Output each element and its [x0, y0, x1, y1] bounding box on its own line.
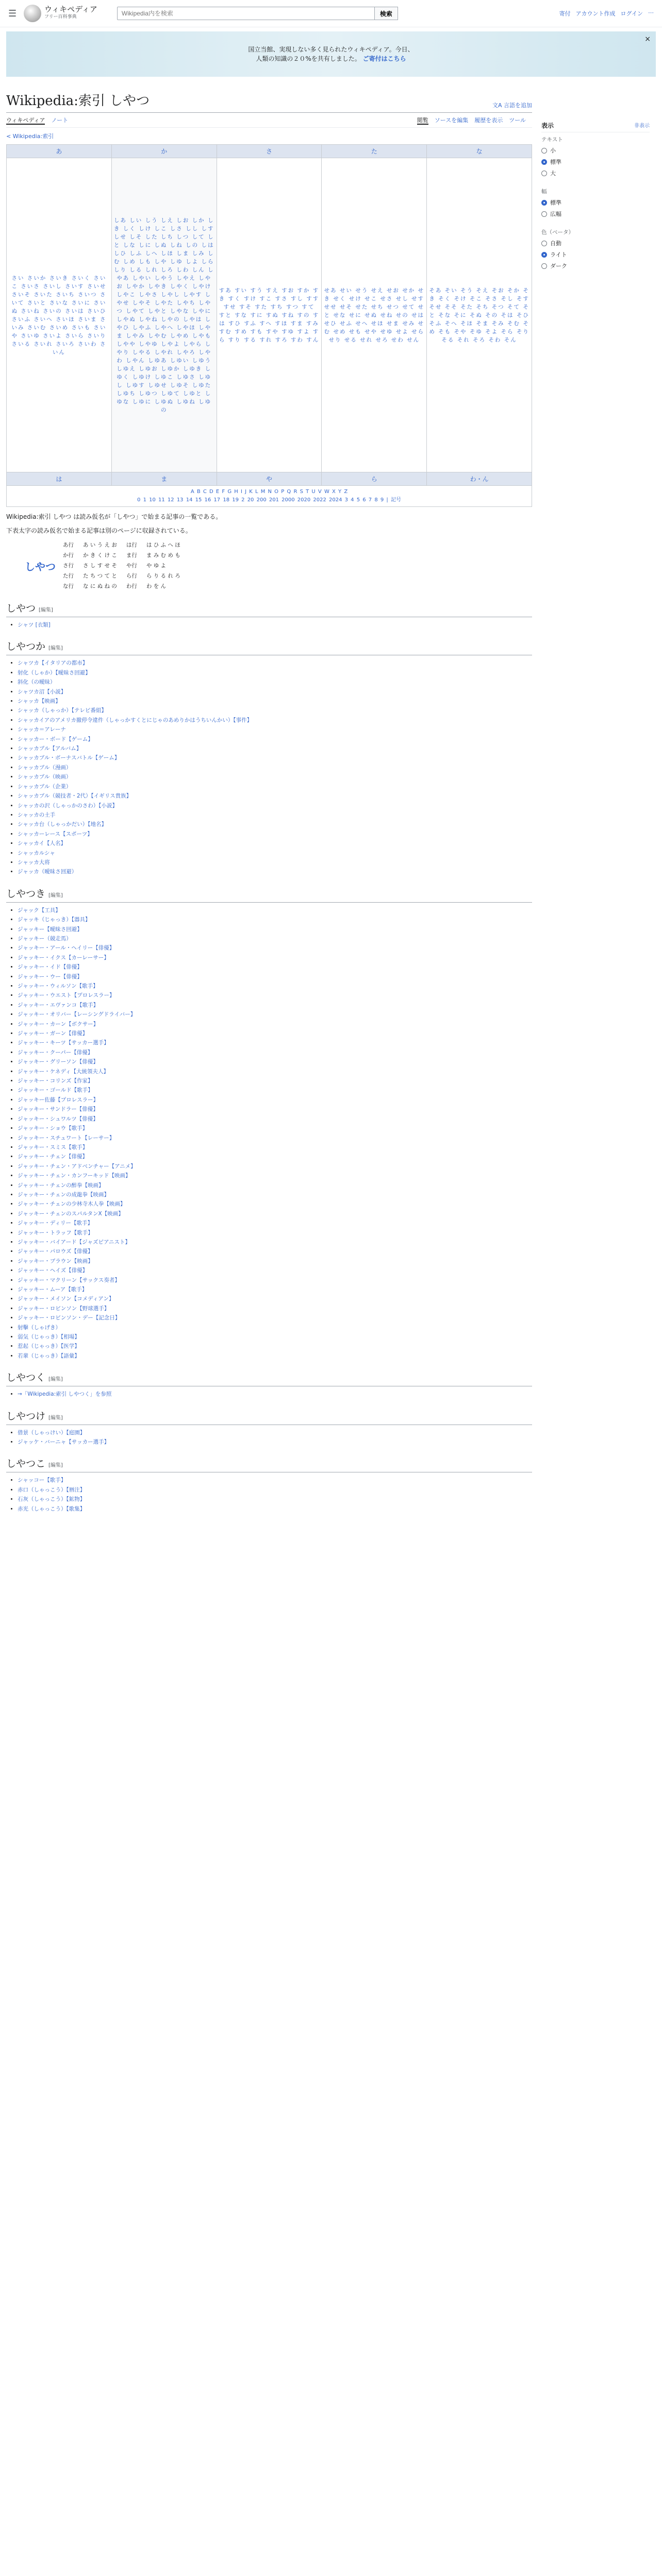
- gojuon-entry[interactable]: か行: [63, 552, 74, 558]
- entry-item: [18, 1428, 532, 1437]
- index-cell[interactable]: そあ そい そう そえ そお そか そき そく そけ そこ そさ そし そす そせ そそ そた そち そつ そて そと そな そに そぬ その そは そひ そふ そへ そほ そま そみ そむ そめ そも そや そゆ そよ そら そり そる それ そろ そわ そん: [427, 158, 532, 472]
- donation-banner: [6, 31, 656, 77]
- top-link[interactable]: アカウント作成: [575, 10, 616, 17]
- index-header[interactable]: あ: [7, 145, 112, 158]
- gojuon-entry[interactable]: な行: [63, 583, 74, 589]
- entry-item: [18, 1124, 532, 1133]
- section-title: しやつけ: [6, 1410, 46, 1422]
- gojuon-entry[interactable]: あ い う え お: [83, 542, 117, 548]
- entry-list: [6, 620, 532, 630]
- search-button[interactable]: 検索: [375, 7, 398, 20]
- entry-link[interactable]: シャッカの土手: [18, 811, 56, 818]
- index-cell[interactable]: せあ せい せう せえ せお せか せき せく せけ せこ せさ せし せす せせ せそ せた せち せつ せて せと せな せに せぬ せね せの せは せひ せふ せへ せほ せま せみ せむ せめ せも せや せゆ せよ せら せり せる せれ せろ せわ せん: [322, 158, 427, 472]
- entry-item: [18, 1228, 532, 1238]
- top-link[interactable]: ログイン: [620, 10, 643, 17]
- entry-link[interactable]: ジャッキー・スミス【歌手】: [18, 1144, 88, 1150]
- entry-item: [18, 753, 532, 762]
- entry-item: [18, 1152, 532, 1161]
- gojuon-column: [63, 540, 74, 591]
- section-title: しやつき: [6, 888, 46, 900]
- translate-icon: 文A: [492, 102, 504, 109]
- radio-icon: [541, 263, 547, 269]
- entry-link[interactable]: ジャッキー・チェンの醉拳【映画】: [18, 1182, 104, 1189]
- gojuon-entry[interactable]: ら り る れ ろ: [146, 573, 180, 579]
- entry-link[interactable]: シャッカブル（漫画）: [18, 764, 72, 771]
- gojuon-entry[interactable]: ま み む め も: [146, 552, 180, 558]
- gojuon-entry[interactable]: は行: [126, 542, 137, 548]
- entry-item: [18, 1190, 532, 1199]
- radio-option[interactable]: [541, 158, 650, 166]
- site-header: [0, 0, 662, 27]
- hide-button[interactable]: 非表示: [634, 123, 650, 129]
- entry-link[interactable]: ジャッケ・バーニャ【サッカー選手】: [18, 1439, 110, 1446]
- entry-item: [18, 1209, 532, 1218]
- entry-link[interactable]: シャッカ（しゃっか）【テレビ番組】: [18, 707, 107, 714]
- index-footer-header[interactable]: や: [217, 472, 322, 486]
- entry-link[interactable]: 若輩（じゃっき）【語彙】: [18, 1352, 80, 1359]
- entry-item: [18, 953, 532, 962]
- entry-item: [18, 849, 532, 858]
- sections: [6, 601, 532, 1514]
- entry-item: [18, 1010, 532, 1019]
- entry-item: [18, 1020, 532, 1029]
- entry-item: [18, 1389, 532, 1399]
- entry-item: [18, 706, 532, 715]
- entry-item: [18, 1218, 532, 1228]
- entry-link[interactable]: シャッカ＝アレーナ: [18, 726, 66, 733]
- entry-link[interactable]: ジャッキー佐藤【プロレスラー】: [18, 1096, 98, 1103]
- entry-link[interactable]: シャッカブル（競技者・2代）【イギリス貴族】: [18, 793, 132, 800]
- gojuon-entry[interactable]: ま行: [126, 552, 137, 558]
- donate-link[interactable]: ご寄付はこちら: [362, 55, 406, 62]
- entry-list: [6, 1476, 532, 1514]
- gojuon-entry[interactable]: た ち つ て と: [83, 573, 117, 579]
- entry-item: [18, 1095, 532, 1105]
- entry-item: [18, 1351, 532, 1361]
- entry-link[interactable]: ジャッキー・サンドラー【俳優】: [18, 1106, 98, 1113]
- entry-item: [18, 1199, 532, 1209]
- entry-item: [18, 1001, 532, 1010]
- entry-link[interactable]: シャッカブル【アルバム】: [18, 745, 82, 752]
- entry-link[interactable]: シャッカー・ボード【ゲーム】: [18, 736, 93, 742]
- index-header[interactable]: さ: [217, 145, 322, 158]
- entry-item: [18, 763, 532, 772]
- appearance-panel: [541, 81, 650, 1516]
- index-footer-header[interactable]: ま: [111, 472, 217, 486]
- gojuon-entry[interactable]: わ を ん: [146, 583, 167, 589]
- entry-item: [18, 925, 532, 934]
- entry-item: [18, 1057, 532, 1066]
- gojuon-column: [126, 540, 137, 591]
- entry-item: [18, 934, 532, 943]
- entry-link[interactable]: シャツカ【イタリアの都市】: [18, 660, 88, 667]
- gojuon-entry[interactable]: は ひ ふ へ ほ: [146, 542, 180, 548]
- back-link[interactable]: < Wikipedia:索引: [6, 133, 54, 140]
- entry-item: [18, 915, 532, 924]
- radio-option[interactable]: [541, 239, 650, 247]
- entry-link[interactable]: ジャッキ（じゃっき）【器具】: [18, 917, 91, 923]
- entry-link[interactable]: 斜化（の曖昧）: [18, 679, 56, 686]
- entry-item: [18, 1485, 532, 1495]
- entry-link[interactable]: シャッカブル（映画）: [18, 774, 72, 781]
- index-header[interactable]: た: [322, 145, 427, 158]
- entry-item: [18, 962, 532, 972]
- radio-icon: [541, 252, 547, 258]
- current-reading: しやつ: [25, 560, 56, 573]
- entry-item: [18, 620, 532, 630]
- gojuon-table: [25, 540, 532, 591]
- group-label: 幅: [541, 189, 547, 195]
- gojuon-entry[interactable]: か き く け こ: [83, 552, 117, 558]
- logo-title: ウィキペディア: [44, 5, 97, 14]
- section-edit-link[interactable]: [編集]: [48, 892, 63, 899]
- entry-item: [18, 1048, 532, 1057]
- tab-right[interactable]: 履歴を表示: [474, 117, 503, 124]
- close-icon[interactable]: ×: [644, 35, 651, 43]
- top-links: [559, 9, 654, 18]
- entry-list: [6, 906, 532, 1361]
- entry-item: [18, 1143, 532, 1152]
- entry-link[interactable]: ジャッキー・スチュワート【レーサー】: [18, 1134, 115, 1141]
- entry-link[interactable]: 赤光（しゃっこう）【歌集】: [18, 1505, 86, 1512]
- entry-link[interactable]: →「Wikipedia:索引 しやつく」を参照: [18, 1391, 112, 1398]
- entry-link[interactable]: ジャッキー・チェン・カンフーキッド【映画】: [18, 1173, 131, 1179]
- entry-link[interactable]: シャッカルシャ: [18, 850, 55, 856]
- radio-option[interactable]: [541, 250, 650, 259]
- section-title: しやつこ: [6, 1458, 46, 1470]
- entry-link[interactable]: ジャッキー【曖昧さ回避】: [18, 926, 82, 933]
- entry-item: [18, 744, 532, 753]
- gojuon-entry[interactable]: ら行: [126, 573, 137, 579]
- section-edit-link[interactable]: [編集]: [48, 646, 63, 652]
- entry-item: [18, 687, 532, 697]
- section-heading: [6, 1409, 532, 1425]
- entry-link[interactable]: シャッカイアのアメリカ撤停令違件（しゃっかすくとにじゃのあめりかはうちいんかい）【事件】: [18, 717, 253, 723]
- entry-link[interactable]: ジャッキー・チェンの成龍拳【映画】: [18, 1191, 109, 1198]
- entry-item: [18, 839, 532, 848]
- entry-link[interactable]: ジャッキー・ケネディ【大統領夫人】: [18, 1068, 109, 1075]
- entry-list: [6, 1389, 532, 1399]
- entry-item: [18, 1181, 532, 1190]
- index-table: [6, 144, 532, 486]
- appearance-group: [541, 228, 650, 270]
- index-footer-header[interactable]: わ・ん: [427, 472, 532, 486]
- entry-item: [18, 1133, 532, 1143]
- entry-link[interactable]: ジャッキー・イクス【カーレーサー】: [18, 954, 109, 961]
- entry-link[interactable]: ジャッキー・グリーソン【俳優】: [18, 1059, 98, 1065]
- entry-link[interactable]: ジャッキー・キーツ【サッカー選手】: [18, 1040, 109, 1046]
- entry-link[interactable]: ジャッキー・イド【俳優】: [18, 964, 82, 971]
- entry-item: [18, 1323, 532, 1332]
- entry-item: [18, 1105, 532, 1114]
- main-content: [6, 81, 532, 1516]
- entry-link[interactable]: 弱気（じゃっき）【相場】: [18, 1334, 80, 1341]
- entry-item: [18, 725, 532, 734]
- radio-option[interactable]: [541, 198, 650, 207]
- entry-item: [18, 791, 532, 801]
- entry-item: [18, 1029, 532, 1038]
- entry-item: [18, 1086, 532, 1095]
- entry-item: [18, 1294, 532, 1303]
- entry-item: [18, 697, 532, 706]
- entry-item: [18, 1114, 532, 1124]
- tab-right[interactable]: ツール: [509, 117, 526, 124]
- entry-item: [18, 668, 532, 677]
- section-edit-link[interactable]: [編集]: [48, 1377, 63, 1383]
- entry-link[interactable]: ジャッキー・ウエスト【プロレスラー】: [18, 992, 115, 999]
- section-title: しやつ: [6, 603, 36, 614]
- entry-link[interactable]: シャッカーレース【スポーツ】: [18, 831, 93, 837]
- entry-item: [18, 906, 532, 915]
- entry-link[interactable]: ジャッキー・ヘイズ【俳優】: [18, 1267, 88, 1274]
- index-cell[interactable]: しあ しい しう しえ しお しか しき しく しけ しこ しさ しし しす しせ しそ した しち しつ して しと しな しに しぬ しね しの しは しひ しふ しへ しほ しま しみ しむ しめ しも しや しゆ しよ しら しり しる しれ しろ しわ しん しやあ しやい しやう しやえ しやお しやか しやき しやく しやけ しやこ しやさ しやし しやす しやせ しやそ しやた しやち しやつ しやて しやと しやな しやに しやぬ しやね しやの しやは しやひ しやふ しやへ しやほ しやま しやみ しやむ しやめ しやも しやや しやゆ しやよ しやら しやり しやる しやれ しやろ しやわ しやん しゆあ しゆい しゆう しゆえ しゆお しゆか しゆき しゆく しゆけ しゆこ しゆさ しゆし しゆす しゆせ しゆそ しゆた しゆち しゆつ しゆて しゆと しゆな しゆに しゆぬ しゆね しゆの: [111, 158, 217, 472]
- index-cell[interactable]: すあ すい すう すえ すお すか すき すく すけ すこ すさ すし すす すせ すそ すた すち すつ すて すと すな すに すぬ すね すの すは すひ すふ すへ すほ すま すみ すむ すめ すも すや すゆ すよ すら すり する すれ すろ すわ すん: [217, 158, 322, 472]
- radio-label: 標準: [550, 199, 561, 206]
- entry-link[interactable]: ジャッキー・パロウズ【俳優】: [18, 1248, 93, 1255]
- search-bar: [117, 7, 398, 20]
- entry-link[interactable]: シャツカ沼【小説】: [18, 688, 67, 695]
- entry-item: [18, 829, 532, 839]
- radio-option[interactable]: [541, 262, 650, 270]
- entry-link[interactable]: ジャッキー・トラッフ【歌手】: [18, 1229, 93, 1236]
- entry-item: [18, 1276, 532, 1285]
- add-language-button[interactable]: 文A 言語を追加: [492, 102, 532, 109]
- index-footer-header[interactable]: ら: [322, 472, 427, 486]
- index-footer-header[interactable]: は: [7, 472, 112, 486]
- entry-link[interactable]: ジャック【工具】: [18, 907, 61, 913]
- latin-row[interactable]: A B C D E F G H I J K L M N O P Q R S T U V W X Y Z: [190, 489, 348, 495]
- entry-item: [18, 1038, 532, 1047]
- entry-link[interactable]: シャッカ台（しゃっかだい）【地名】: [18, 821, 107, 828]
- entry-link[interactable]: 射化（しゃか）【曖昧さ回避】: [18, 669, 91, 676]
- globe-icon: [24, 5, 41, 22]
- entry-link[interactable]: ジャッキー・マクリーン【サックス奏者】: [18, 1277, 120, 1283]
- entry-item: [18, 1332, 532, 1342]
- entry-link[interactable]: ジャッキー・クーパー【俳優】: [18, 1049, 93, 1056]
- entry-link[interactable]: シャッカブル・ボーナスバトル【ゲーム】: [18, 755, 120, 761]
- section-heading: [6, 1370, 532, 1386]
- gojuon-entry[interactable]: や ゆ よ: [146, 563, 167, 569]
- radio-option[interactable]: [541, 210, 650, 218]
- entry-item: [18, 772, 532, 782]
- entry-link[interactable]: ジャッキー・メイソン【コメディアン】: [18, 1296, 114, 1302]
- entry-link[interactable]: ジャッキー・ムーア【歌手】: [18, 1286, 88, 1293]
- entry-link[interactable]: ジャッキー・チェン【俳優】: [18, 1154, 88, 1160]
- gojuon-entry[interactable]: あ行: [63, 542, 74, 548]
- entry-item: [18, 1476, 532, 1485]
- section-heading: [6, 1456, 532, 1472]
- entry-link[interactable]: シャッカの沢（しゃっかのさわ）【小説】: [18, 802, 118, 809]
- entry-link[interactable]: ジャッキー・ショウ【歌手】: [18, 1125, 88, 1132]
- group-label: 色（ベータ）: [541, 229, 574, 235]
- banner-line2: 人類の知識の２０%を共有しました。: [256, 55, 361, 62]
- entry-item: [18, 658, 532, 668]
- entry-item: [18, 972, 532, 981]
- entry-item: [18, 716, 532, 725]
- latin-index: [6, 486, 532, 507]
- entry-link[interactable]: ジャッキー・チェンのスパルタンX【映画】: [18, 1210, 124, 1217]
- top-link[interactable]: ⋯: [648, 9, 654, 16]
- entry-item: [18, 1238, 532, 1247]
- entry-link[interactable]: シャツ [衣類]: [18, 622, 51, 628]
- entry-link[interactable]: ジャッキー・カーン【ボクサー】: [18, 1021, 99, 1027]
- gojuon-entry[interactable]: さ行: [63, 563, 74, 569]
- group-label: テキスト: [541, 137, 563, 143]
- entry-item: [18, 1171, 532, 1180]
- gojuon-entry[interactable]: た行: [63, 573, 74, 579]
- entry-item: [18, 867, 532, 876]
- top-link[interactable]: 寄付: [559, 10, 571, 17]
- entry-item: [18, 677, 532, 687]
- entry-link[interactable]: ジャッキー・シュワルツ【俳優】: [18, 1115, 98, 1122]
- entry-item: [18, 991, 532, 1000]
- radio-icon: [541, 171, 547, 176]
- radio-icon: [541, 241, 547, 246]
- entry-link[interactable]: ジャッキー・ロビンソン・デー【記念日】: [18, 1315, 121, 1321]
- entry-item: [18, 735, 532, 744]
- search-input[interactable]: [117, 7, 375, 20]
- entry-item: [18, 1076, 532, 1086]
- index-header[interactable]: な: [427, 145, 532, 158]
- section-edit-link[interactable]: [編集]: [48, 1463, 63, 1469]
- tab-right[interactable]: ソースを編集: [434, 117, 469, 124]
- number-row[interactable]: 0 1 10 11 12 13 14 15 16 17 18 19 2 20 200 201 2000 2020 2022 2024 3 4 5 6 7 8 9 | 記号: [137, 497, 401, 503]
- entry-item: [18, 1304, 532, 1313]
- section-heading: [6, 639, 532, 655]
- radio-option[interactable]: [541, 169, 650, 177]
- panel-title: 表示: [541, 122, 554, 129]
- entry-item: [18, 1247, 532, 1256]
- section-edit-link[interactable]: [編集]: [39, 607, 53, 613]
- appearance-group: [541, 135, 650, 177]
- entry-list: [6, 658, 532, 876]
- entry-link[interactable]: 射擊（しゃげき）: [18, 1324, 61, 1331]
- entry-item: [18, 810, 532, 820]
- entry-item: [18, 801, 532, 810]
- entry-link[interactable]: ジャッキー・ウィルソン【歌手】: [18, 983, 98, 989]
- entry-item: [18, 1495, 532, 1504]
- entry-item: [18, 981, 532, 991]
- page-title: Wikipedia:索引 しやつ: [6, 93, 150, 109]
- entry-link[interactable]: ジャッキー・チェンの少林寺木人拳【映画】: [18, 1201, 126, 1208]
- banner-line1: 国立当館、実現しない多く見られたウィキペディア。今日、: [248, 46, 414, 53]
- entry-link[interactable]: 惹起（じゃっき）【医学】: [18, 1343, 80, 1350]
- index-header[interactable]: か: [111, 145, 217, 158]
- entry-link[interactable]: シャッカ大将: [18, 859, 50, 866]
- entry-link[interactable]: ジャッキー・アール・ヘイリー【俳優】: [18, 945, 115, 952]
- section-heading: [6, 886, 532, 903]
- entry-link[interactable]: 赤口（しゃっこう）【暦注】: [18, 1486, 86, 1493]
- radio-label: 大: [550, 170, 556, 177]
- description: Wikipedia:索引 しやつ は読み仮名が「しやつ」で始まる記事の一覧である。: [6, 513, 222, 520]
- entry-link[interactable]: ジャッキー・ブラウン【映画】: [18, 1258, 93, 1264]
- radio-icon: [541, 159, 547, 165]
- menu-icon[interactable]: ☰: [8, 8, 17, 19]
- entry-item: [18, 1285, 532, 1294]
- page-tabs: [6, 113, 532, 128]
- radio-icon: [541, 200, 547, 206]
- radio-icon: [541, 211, 547, 217]
- section-heading: [6, 601, 532, 617]
- radio-option[interactable]: [541, 146, 650, 155]
- entry-link[interactable]: ジャッキー・オリバー【レーシングドライバー】: [18, 1011, 136, 1018]
- entry-link[interactable]: シャッカブル（企業）: [18, 783, 72, 790]
- entry-link[interactable]: ジャッキー・バイアード【ジャズピアニスト】: [18, 1239, 130, 1245]
- entry-link[interactable]: ジャッキー・コリンズ【作家】: [18, 1078, 93, 1084]
- entry-item: [18, 1342, 532, 1351]
- tab-left[interactable]: ノート: [51, 117, 69, 124]
- entry-item: [18, 1504, 532, 1514]
- entry-item: [18, 858, 532, 867]
- radio-label: 標準: [550, 159, 561, 165]
- entry-link[interactable]: ジャッキー・エヴァンコ【歌手】: [18, 1002, 99, 1008]
- entry-link[interactable]: ジャッキー・ガーン【俳優】: [18, 1030, 88, 1037]
- gojuon-column: [83, 540, 117, 591]
- entry-link[interactable]: ジャッキー・チェン・アドベンチャー【アニメ】: [18, 1163, 136, 1170]
- section-title: しやつく: [6, 1372, 46, 1384]
- radio-label: 広幅: [550, 211, 561, 217]
- appearance-group: [541, 188, 650, 218]
- entry-item: [18, 1257, 532, 1266]
- index-cell[interactable]: さい さいか さいき さいく さいこ さいさ さいし さいす さいせ さいそ さいた さいち さいつ さいて さいと さいな さいに さいぬ さいね さいの さいは さいひ さいふ さいへ さいほ さいま さいみ さいむ さいめ さいも さいや さいゆ さいよ さいら さいり さいる さいれ さいろ さいわ さいん: [7, 158, 112, 472]
- entry-item: [18, 943, 532, 953]
- entry-link[interactable]: ジャッキー・ディリー【歌手】: [18, 1220, 93, 1227]
- gojuon-entry[interactable]: さ し す せ そ: [83, 563, 117, 569]
- entry-item: [18, 782, 532, 791]
- radio-icon: [541, 148, 547, 154]
- entry-link[interactable]: ジャッキー・ロビンソン【野球選手】: [18, 1305, 110, 1312]
- entry-link[interactable]: ジャッキー・ゴールド【歌手】: [18, 1087, 93, 1094]
- section-title: しやつか: [6, 641, 46, 653]
- entry-link[interactable]: 石灰（しゃっこう）【鉱物】: [18, 1496, 86, 1503]
- entry-link[interactable]: ジャッキー（競走馬）: [18, 935, 72, 942]
- description-note: 下表太字の読み仮名で始まる記事は別のページに収録されている。: [6, 527, 192, 534]
- entry-item: [18, 1266, 532, 1275]
- entry-link[interactable]: ジャッカ（曖昧さ回避）: [18, 869, 77, 875]
- entry-item: [18, 1437, 532, 1447]
- entry-item: [18, 1162, 532, 1171]
- entry-list: [6, 1428, 532, 1447]
- entry-item: [18, 820, 532, 829]
- wikipedia-logo[interactable]: [24, 5, 97, 22]
- entry-item: [18, 1067, 532, 1076]
- gojuon-entry[interactable]: な に ぬ ね の: [83, 583, 117, 589]
- radio-label: ダーク: [550, 263, 567, 269]
- section-edit-link[interactable]: [編集]: [48, 1415, 63, 1421]
- logo-subtitle: フリー百科事典: [44, 14, 77, 20]
- tab-right[interactable]: 閲覧: [417, 117, 428, 124]
- radio-label: 小: [550, 147, 556, 154]
- radio-label: 自動: [550, 240, 561, 247]
- entry-link[interactable]: シャッカイ【人名】: [18, 840, 66, 847]
- radio-label: ライト: [550, 251, 567, 258]
- gojuon-column: [146, 540, 180, 591]
- entry-link[interactable]: シャッカ【映画】: [18, 698, 61, 705]
- gojuon-entry[interactable]: や行: [126, 563, 137, 569]
- tab-left[interactable]: ウィキペディア: [6, 117, 45, 124]
- entry-link[interactable]: 借景（しゃっけい）【庭園】: [18, 1429, 86, 1436]
- entry-item: [18, 1313, 532, 1323]
- entry-link[interactable]: シャッコー【歌手】: [18, 1477, 67, 1484]
- gojuon-entry[interactable]: わ行: [126, 583, 137, 589]
- entry-link[interactable]: ジャッキー・ウー【俳優】: [18, 973, 82, 980]
